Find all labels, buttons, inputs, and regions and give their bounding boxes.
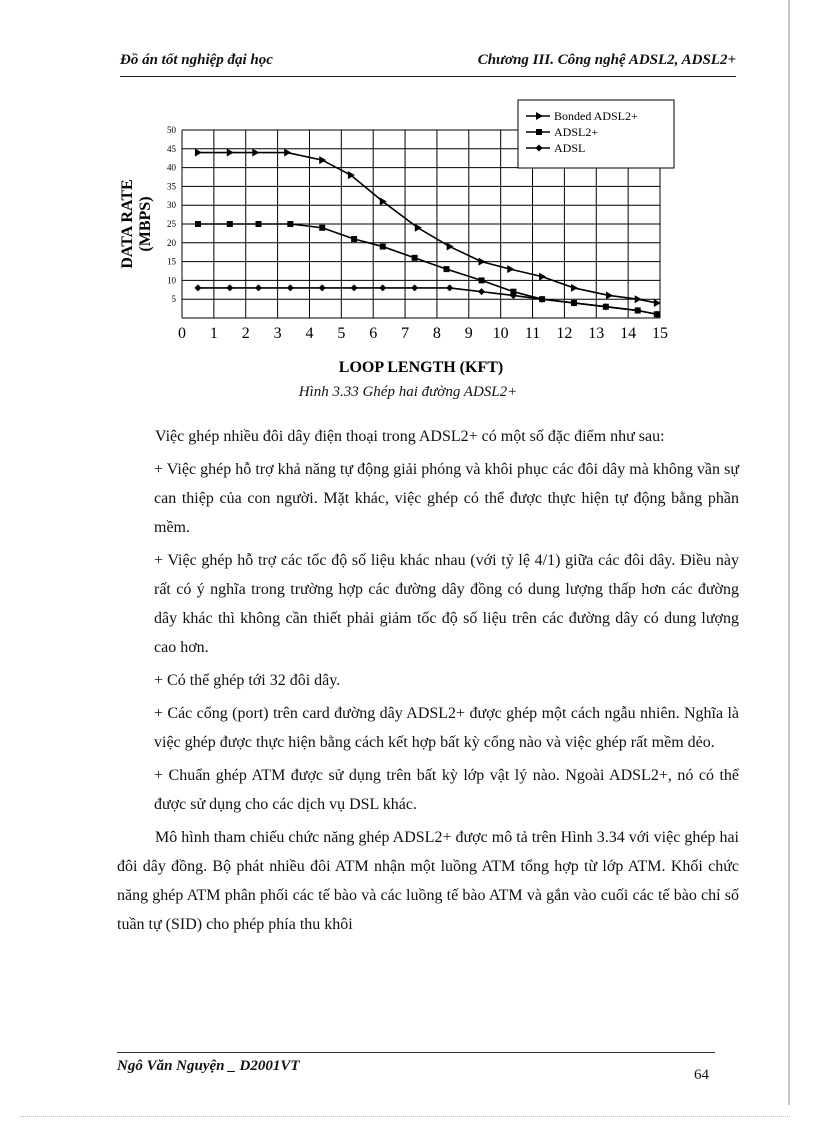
data-point-series-0 bbox=[319, 156, 326, 164]
bullet-32-pairs: + Có thể ghép tới 32 đôi dây. bbox=[154, 672, 341, 689]
legend-marker bbox=[536, 129, 542, 135]
footer-rule bbox=[117, 1052, 715, 1053]
data-point-series-1 bbox=[443, 266, 449, 272]
data-point-series-0 bbox=[284, 149, 291, 157]
data-point-series-0 bbox=[195, 149, 202, 157]
x-axis-title: LOOP LENGTH (KFT) bbox=[338, 359, 504, 376]
data-rate-chart bbox=[110, 96, 690, 378]
data-point-series-2 bbox=[411, 284, 418, 291]
y-tick-label: 5 bbox=[171, 294, 176, 305]
data-point-series-0 bbox=[415, 224, 422, 232]
legend-label: Bonded ADSL2+ bbox=[554, 109, 638, 123]
data-point-series-0 bbox=[606, 291, 613, 299]
data-point-series-0 bbox=[507, 265, 514, 273]
legend-label: ADSL bbox=[554, 141, 586, 155]
page-header bbox=[120, 52, 736, 77]
x-tick-label: 12 bbox=[556, 325, 573, 342]
x-tick-label: 1 bbox=[209, 325, 218, 342]
data-point-series-2 bbox=[255, 284, 262, 291]
data-point-series-1 bbox=[255, 221, 261, 227]
x-tick-label: 10 bbox=[492, 325, 509, 342]
data-point-series-2 bbox=[226, 284, 233, 291]
x-tick-label: 13 bbox=[588, 325, 605, 342]
footer-author: Ngô Văn Nguyện _ D2001VT bbox=[117, 1058, 300, 1074]
series-line-1 bbox=[198, 224, 657, 314]
data-point-series-2 bbox=[287, 284, 294, 291]
y-tick-label: 35 bbox=[167, 181, 176, 192]
header-left: Đồ án tốt nghiệp đại học bbox=[120, 52, 273, 68]
series-line-2 bbox=[198, 288, 657, 314]
y-tick-label: 50 bbox=[167, 125, 176, 135]
data-point-series-1 bbox=[412, 255, 418, 261]
data-point-series-2 bbox=[351, 284, 358, 291]
data-point-series-1 bbox=[380, 244, 386, 250]
x-tick-label: 2 bbox=[241, 325, 250, 342]
x-tick-label: 15 bbox=[652, 325, 668, 342]
data-point-series-1 bbox=[227, 221, 233, 227]
body-text bbox=[117, 422, 739, 943]
x-tick-label: 5 bbox=[337, 325, 346, 342]
data-point-series-0 bbox=[539, 273, 546, 281]
page-number: 64 bbox=[694, 1067, 709, 1083]
paragraph-intro: Việc ghép nhiều đôi dây điện thoại trong ADSL2+ có một số đặc điểm như sau: bbox=[155, 428, 665, 445]
y-axis-title-units: (MBPS) bbox=[137, 196, 154, 252]
y-tick-label: 25 bbox=[167, 219, 176, 229]
data-point-series-0 bbox=[447, 243, 454, 251]
bullet-rate-ratio: + Việc ghép hỗ trợ các tốc độ số liệu khác nhau (với tỷ lệ 4/1) giữa các đôi dây. Điều này rất có ý nghĩa trong trường hợp các đường dây đồng có dung lượng thấp hơn các đường dây khác thì không cần thiết phải giảm tốc độ số liệu trên các đường dây có dung lượng cao hơn. bbox=[154, 552, 739, 656]
x-tick-label: 8 bbox=[432, 325, 441, 342]
page-edge-bottom bbox=[20, 1116, 790, 1117]
data-point-series-0 bbox=[479, 258, 486, 266]
bullet-auto-release: + Việc ghép hỗ trợ khả năng tự động giải phóng và khôi phục các đôi dây mà không vần sự can thiệp của con người. Mặt khác, việc ghép có thể được thực hiện tự động bằng phần mềm. bbox=[154, 461, 739, 536]
x-tick-label: 7 bbox=[401, 325, 410, 342]
data-point-series-2 bbox=[319, 284, 326, 291]
data-point-series-0 bbox=[571, 284, 578, 292]
header-right: Chương III. Công nghệ ADSL2, ADSL2+ bbox=[477, 52, 736, 68]
x-tick-label: 14 bbox=[620, 325, 637, 342]
figure-caption: Hình 3.33 Ghép hai đường ADSL2+ bbox=[298, 384, 518, 400]
x-tick-label: 4 bbox=[305, 325, 314, 342]
data-point-series-0 bbox=[227, 149, 234, 157]
y-tick-label: 45 bbox=[167, 143, 176, 154]
bullet-atm-standard: + Chuẩn ghép ATM được sử dụng trên bất kỳ lớp vật lý nào. Ngoài ADSL2+, nó có thể được sử dụng cho các dịch vụ DSL khác. bbox=[154, 767, 739, 813]
bullet-random-ports: + Các cổng (port) trên card đường dây ADSL2+ được ghép một cách ngẫu nhiên. Nghĩa là việc ghép được thực hiện bằng cách kết hợp bất kỳ cổng nào và việc ghép rất mềm dẻo. bbox=[154, 705, 739, 751]
y-tick-label: 15 bbox=[167, 256, 176, 267]
data-point-series-1 bbox=[479, 277, 485, 283]
data-point-series-1 bbox=[195, 221, 201, 227]
y-tick-label: 30 bbox=[167, 200, 176, 211]
page-edge-right bbox=[788, 0, 790, 1105]
y-axis-title: DATA RATE bbox=[119, 179, 136, 269]
data-point-series-2 bbox=[446, 284, 453, 291]
y-tick-label: 10 bbox=[167, 275, 176, 286]
x-tick-label: 6 bbox=[369, 325, 378, 342]
y-tick-label: 20 bbox=[167, 237, 176, 248]
data-point-series-1 bbox=[351, 236, 357, 242]
data-point-series-2 bbox=[194, 284, 201, 291]
data-point-series-0 bbox=[635, 295, 642, 303]
data-point-series-2 bbox=[478, 288, 485, 295]
data-point-series-1 bbox=[319, 225, 325, 231]
data-point-series-2 bbox=[379, 284, 386, 291]
x-tick-label: 9 bbox=[464, 325, 473, 342]
y-tick-label: 40 bbox=[167, 162, 176, 173]
x-tick-label: 11 bbox=[524, 325, 541, 342]
legend-label: ADSL2+ bbox=[554, 125, 599, 139]
paragraph-reference-model: Mô hình tham chiếu chức năng ghép ADSL2+ được mô tả trên Hình 3.34 với việc ghép hai đôi dây đồng. Bộ phát nhiều đôi ATM nhận một luồng ATM tổng hợp từ lớp ATM. Khối chức năng ghép ATM phân phối các tế bào và các luồng tế bào ATM và gắn vào cuối các tế bào chỉ số tuần tự (SID) cho phép phía thu khôi bbox=[117, 829, 739, 933]
data-point-series-0 bbox=[252, 149, 259, 157]
x-tick-label: 3 bbox=[273, 325, 282, 342]
data-point-series-1 bbox=[287, 221, 293, 227]
x-tick-label: 0 bbox=[178, 325, 186, 342]
